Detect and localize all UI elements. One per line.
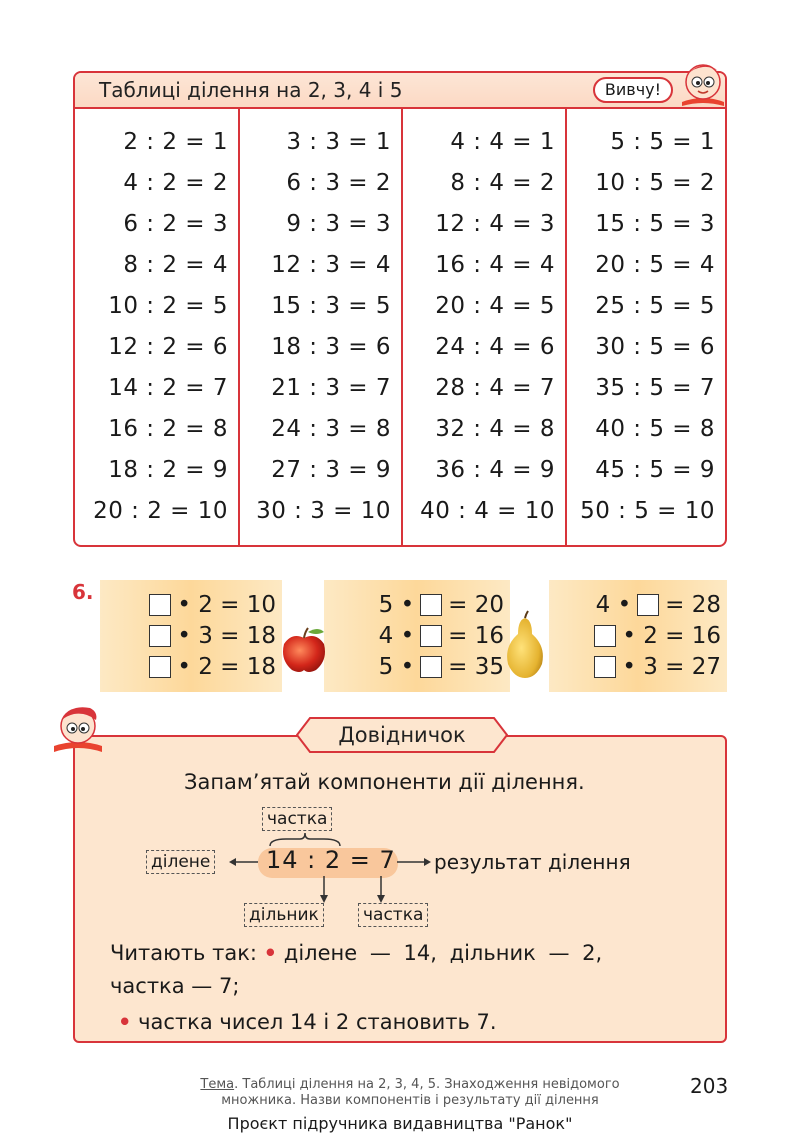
topic-text: . Таблиці ділення на 2, 3, 4, 5. Знаходження невідомого: [234, 1077, 620, 1092]
equation-left: 5 •: [378, 654, 415, 680]
division-fact: 27 : 3 = 9: [271, 457, 391, 483]
answer-blank[interactable]: [420, 656, 442, 678]
arrow-down-icon: [318, 876, 330, 904]
exercise-panel-1: [100, 580, 282, 692]
equation-left: 4 •: [378, 623, 415, 649]
quotient-bottom-label: частка: [358, 903, 428, 927]
apple-icon: [278, 624, 330, 676]
division-fact: 18 : 3 = 6: [271, 334, 391, 360]
topic-label: Тема: [200, 1077, 235, 1092]
division-fact: 8 : 4 = 2: [450, 170, 555, 196]
division-fact: 10 : 2 = 5: [108, 293, 228, 319]
reference-title-wrap: [296, 717, 508, 753]
reading-prefix: Читають так:: [110, 941, 257, 965]
division-fact: 28 : 4 = 7: [435, 375, 555, 401]
equation-right: • 2 = 18: [177, 654, 276, 680]
reference-title: Довідничок: [338, 723, 466, 747]
answer-blank[interactable]: [149, 625, 171, 647]
divisor-label: дільник: [244, 903, 324, 927]
division-fact: 2 : 2 = 1: [123, 129, 228, 155]
division-fact: 8 : 2 = 4: [123, 252, 228, 278]
division-fact: 45 : 5 = 9: [595, 457, 715, 483]
answer-blank[interactable]: [594, 656, 616, 678]
equation-right: = 20: [448, 592, 504, 618]
exercise-number: 6.: [72, 580, 94, 604]
division-fact: 6 : 3 = 2: [286, 170, 391, 196]
table-title: Таблиці ділення на 2, 3, 4 і 5: [99, 78, 403, 102]
answer-blank[interactable]: [637, 594, 659, 616]
division-fact: 32 : 4 = 8: [435, 416, 555, 442]
reference-intro: Запам’ятай компоненти дії ділення.: [184, 770, 585, 794]
division-fact: 40 : 5 = 8: [595, 416, 715, 442]
division-fact: 12 : 2 = 6: [108, 334, 228, 360]
division-fact: 35 : 5 = 7: [595, 375, 715, 401]
arrow-down-icon: [375, 876, 387, 904]
division-fact: 15 : 5 = 3: [595, 211, 715, 237]
column-div-4: [401, 109, 565, 547]
exercise-equation: [596, 592, 721, 618]
division-fact: 16 : 4 = 4: [435, 252, 555, 278]
division-table: [73, 71, 727, 547]
division-fact: 6 : 2 = 3: [123, 211, 228, 237]
equation-right: • 2 = 16: [622, 623, 721, 649]
equation-right: • 3 = 18: [177, 623, 276, 649]
page-number: 203: [690, 1074, 729, 1098]
exercise-equation: [588, 623, 721, 649]
division-fact: 24 : 4 = 6: [435, 334, 555, 360]
equation-right: = 28: [665, 592, 721, 618]
division-fact: 20 : 5 = 4: [595, 252, 715, 278]
answer-blank[interactable]: [149, 656, 171, 678]
result-label: результат ділення: [434, 850, 631, 874]
division-fact: 40 : 4 = 10: [420, 498, 555, 524]
learn-badge: Вивчу!: [593, 77, 673, 103]
division-fact: 50 : 5 = 10: [580, 498, 715, 524]
division-fact: 15 : 3 = 5: [271, 293, 391, 319]
exercise-equation: [379, 623, 504, 649]
division-fact: 14 : 2 = 7: [108, 375, 228, 401]
division-fact: 3 : 3 = 1: [286, 129, 391, 155]
division-fact: 12 : 4 = 3: [435, 211, 555, 237]
division-fact: 16 : 2 = 8: [108, 416, 228, 442]
division-fact: 9 : 3 = 3: [286, 211, 391, 237]
exercise-panel-2: [324, 580, 510, 692]
division-fact: 36 : 4 = 9: [435, 457, 555, 483]
exercise-equation: [588, 654, 721, 680]
column-div-2: [75, 109, 238, 547]
reading-dividend-divisor: ділене — 14, дільник — 2,: [283, 941, 603, 965]
division-fact: 20 : 2 = 10: [93, 498, 228, 524]
division-fact: 20 : 4 = 5: [435, 293, 555, 319]
quotient-top-label: частка: [262, 807, 332, 831]
answer-blank[interactable]: [149, 594, 171, 616]
reading-quotient: частка чисел 14 і 2 становить 7.: [138, 1010, 497, 1034]
column-div-5: [565, 109, 725, 547]
equation-right: • 3 = 27: [622, 654, 721, 680]
arrow-right-icon: [396, 856, 432, 868]
division-fact: 5 : 5 = 1: [610, 129, 715, 155]
pear-icon: [502, 610, 548, 680]
answer-blank[interactable]: [420, 594, 442, 616]
division-fact: 10 : 5 = 2: [595, 170, 715, 196]
exercise-equation: [143, 654, 276, 680]
bullet-icon: •: [263, 941, 278, 965]
division-fact: 24 : 3 = 8: [271, 416, 391, 442]
footer-topic: [150, 1077, 670, 1109]
exercise-panel-3: [549, 580, 727, 692]
table-header: [75, 73, 725, 109]
reading-line-3: [118, 1010, 497, 1034]
division-fact: 30 : 3 = 10: [256, 498, 391, 524]
topic-text-2: множника. Назви компонентів і результату дії ділення: [221, 1093, 599, 1108]
division-fact: 12 : 3 = 4: [271, 252, 391, 278]
mascot-reading-icon: [50, 700, 106, 756]
equation-left: 5 •: [378, 592, 415, 618]
publisher-project: Проєкт підручника видавництва "Ранок": [227, 1114, 573, 1133]
division-fact: 4 : 2 = 2: [123, 170, 228, 196]
division-expression: 14 : 2 = 7: [266, 846, 396, 874]
exercise-equation: [379, 592, 504, 618]
reading-line-1: [110, 941, 602, 965]
exercise-equation: [379, 654, 504, 680]
bullet-icon: •: [118, 1010, 132, 1034]
equation-right: = 16: [448, 623, 504, 649]
equation-right: • 2 = 10: [177, 592, 276, 618]
equation-left: 4 •: [595, 592, 632, 618]
exercise-equation: [143, 623, 276, 649]
answer-blank[interactable]: [594, 625, 616, 647]
reading-line-2: частка — 7;: [110, 974, 240, 998]
answer-blank[interactable]: [420, 625, 442, 647]
equation-right: = 35: [448, 654, 504, 680]
division-fact: 18 : 2 = 9: [108, 457, 228, 483]
division-fact: 4 : 4 = 1: [450, 129, 555, 155]
exercise-equation: [143, 592, 276, 618]
mascot-icon: [676, 56, 730, 110]
column-div-3: [238, 109, 401, 547]
division-fact: 30 : 5 = 6: [595, 334, 715, 360]
division-fact: 21 : 3 = 7: [271, 375, 391, 401]
dividend-label: ділене: [146, 850, 215, 874]
division-fact: 25 : 5 = 5: [595, 293, 715, 319]
